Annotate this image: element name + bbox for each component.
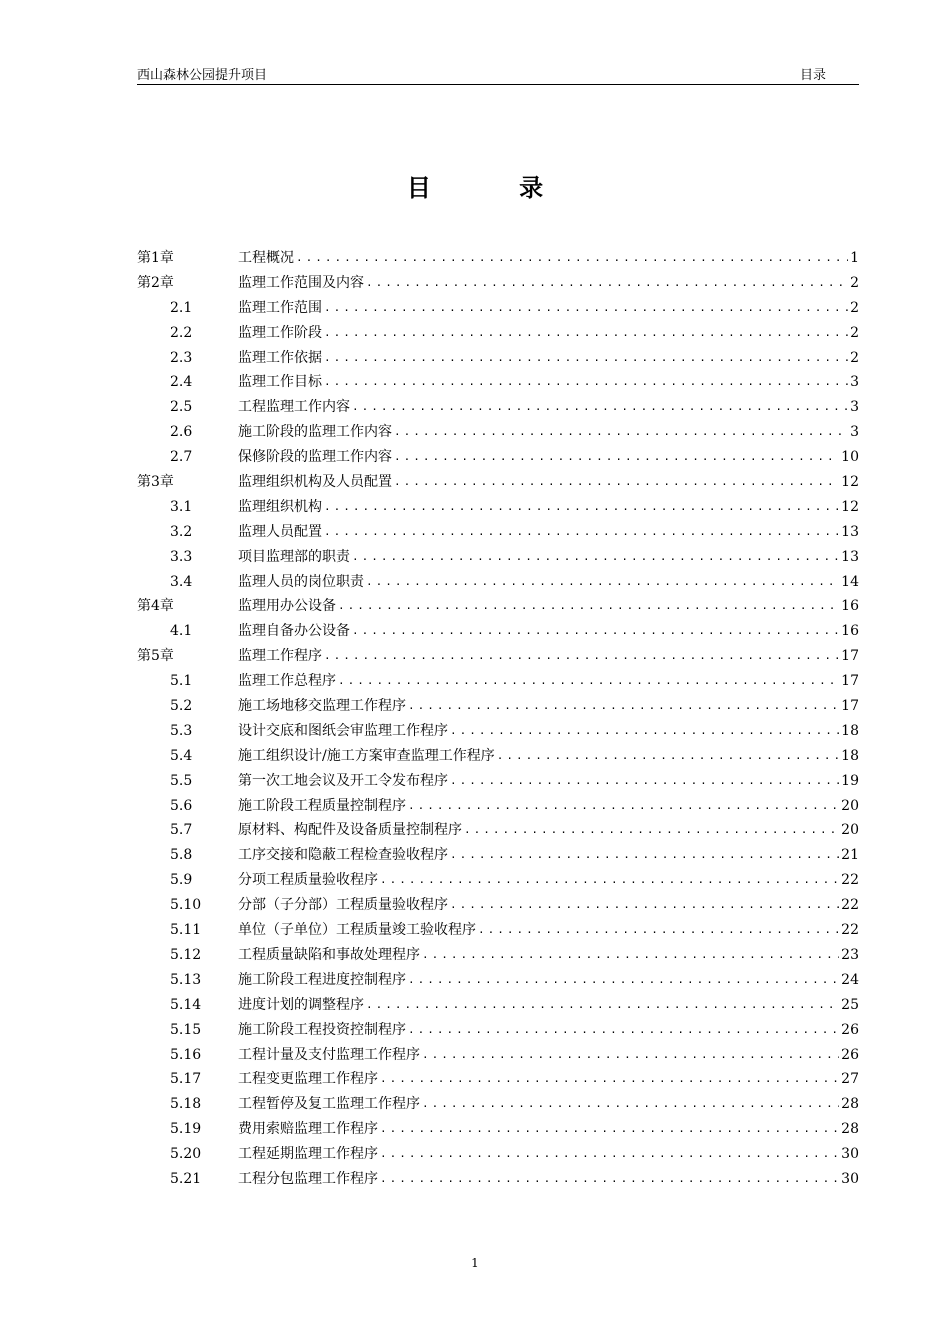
toc-chapter-entry[interactable] <box>137 271 859 296</box>
toc-section-entry[interactable] <box>137 794 859 819</box>
toc-section-entry[interactable] <box>137 744 859 769</box>
toc-leader-dots <box>378 1117 839 1142</box>
toc-entry-page: 13 <box>841 523 859 540</box>
toc-entry-title: 工程延期监理工作程序 <box>238 1146 378 1163</box>
toc-entry-page: 3 <box>850 399 859 416</box>
toc-entry-page: 22 <box>841 897 859 914</box>
toc-leader-dots <box>392 420 848 445</box>
toc-entry-number: 5.13 <box>170 971 202 988</box>
toc-entry-number: 2.5 <box>170 399 193 416</box>
toc-leader-dots <box>420 943 839 968</box>
toc-entry-page: 30 <box>841 1170 859 1187</box>
toc-entry-title: 施工阶段工程投资控制程序 <box>238 1021 406 1038</box>
toc-leader-dots <box>420 1043 839 1068</box>
toc-leader-dots <box>294 246 848 271</box>
toc-entry-title: 工程监理工作内容 <box>238 399 350 416</box>
toc-section-entry[interactable] <box>137 321 859 346</box>
toc-entry-number: 5.14 <box>170 996 202 1013</box>
toc-leader-dots <box>378 1167 839 1192</box>
page-header <box>137 62 859 85</box>
toc-entry-number: 4.1 <box>170 623 193 640</box>
toc-section-entry[interactable] <box>137 420 859 445</box>
toc-leader-dots <box>350 619 839 644</box>
toc-entry-page: 3 <box>850 374 859 391</box>
toc-entry-number: 5.8 <box>170 847 193 864</box>
toc-leader-dots <box>322 644 839 669</box>
toc-entry-number: 第1章 <box>137 250 174 266</box>
toc-section-entry[interactable] <box>137 769 859 794</box>
toc-entry-number: 5.1 <box>170 673 193 690</box>
toc-section-entry[interactable] <box>137 520 859 545</box>
toc-entry-page: 17 <box>841 673 859 690</box>
toc-section-entry[interactable] <box>137 843 859 868</box>
toc-entry-title: 第一次工地会议及开工令发布程序 <box>238 772 448 789</box>
toc-section-entry[interactable] <box>137 893 859 918</box>
toc-section-entry[interactable] <box>137 968 859 993</box>
toc-entry-title: 监理工作阶段 <box>238 324 322 341</box>
toc-entry-title: 工程计量及支付监理工作程序 <box>238 1046 420 1063</box>
toc-section-entry[interactable] <box>137 1067 859 1092</box>
toc-entry-number: 2.1 <box>170 299 193 316</box>
toc-entry-page: 22 <box>841 872 859 889</box>
toc-entry-page: 20 <box>841 797 859 814</box>
toc-entry-number: 2.4 <box>170 374 193 391</box>
toc-section-entry[interactable] <box>137 719 859 744</box>
toc-section-entry[interactable] <box>137 495 859 520</box>
toc-entry-title: 监理用办公设备 <box>238 598 336 615</box>
table-of-contents <box>137 246 859 1192</box>
toc-section-entry[interactable] <box>137 868 859 893</box>
toc-entry-number: 第4章 <box>137 598 174 615</box>
toc-entry-page: 18 <box>841 722 859 739</box>
toc-section-entry[interactable] <box>137 370 859 395</box>
toc-leader-dots <box>322 370 848 395</box>
toc-entry-page: 2 <box>850 324 859 341</box>
toc-entry-title: 费用索赔监理工作程序 <box>238 1121 378 1138</box>
toc-leader-dots <box>364 570 839 595</box>
toc-leader-dots <box>448 893 839 918</box>
toc-leader-dots <box>420 1092 839 1117</box>
toc-entry-page: 17 <box>841 648 859 665</box>
toc-entry-title: 监理工作总程序 <box>238 673 336 690</box>
toc-entry-number: 3.2 <box>170 523 193 540</box>
toc-section-entry[interactable] <box>137 1142 859 1167</box>
toc-section-entry[interactable] <box>137 395 859 420</box>
toc-leader-dots <box>406 968 839 993</box>
toc-entry-page: 26 <box>841 1021 859 1038</box>
toc-entry-title: 工程暂停及复工监理工作程序 <box>238 1096 420 1113</box>
toc-entry-number: 3.3 <box>170 548 193 565</box>
toc-entry-number: 5.6 <box>170 797 193 814</box>
toc-leader-dots <box>322 495 839 520</box>
toc-entry-page: 16 <box>841 598 859 615</box>
toc-entry-page: 10 <box>841 449 859 466</box>
toc-entry-number: 2.7 <box>170 449 193 466</box>
toc-section-entry[interactable] <box>137 669 859 694</box>
toc-entry-page: 28 <box>841 1121 859 1138</box>
toc-leader-dots <box>448 719 839 744</box>
toc-section-entry[interactable] <box>137 445 859 470</box>
toc-entry-number: 5.15 <box>170 1021 202 1038</box>
toc-entry-number: 2.3 <box>170 349 193 366</box>
toc-entry-page: 14 <box>841 573 859 590</box>
toc-leader-dots <box>392 445 839 470</box>
toc-leader-dots <box>322 520 839 545</box>
toc-entry-page: 1 <box>850 250 859 266</box>
toc-entry-title: 工序交接和隐蔽工程检查验收程序 <box>238 847 448 864</box>
toc-entry-page: 3 <box>850 424 859 441</box>
toc-entry-title: 工程变更监理工作程序 <box>238 1071 378 1088</box>
toc-entry-title: 原材料、构配件及设备质量控制程序 <box>238 822 462 839</box>
toc-leader-dots <box>462 818 839 843</box>
toc-entry-title: 监理人员的岗位职责 <box>238 573 364 590</box>
toc-leader-dots <box>406 1018 839 1043</box>
toc-entry-page: 22 <box>841 922 859 939</box>
toc-entry-number: 5.17 <box>170 1071 202 1088</box>
toc-leader-dots <box>350 545 839 570</box>
toc-entry-title: 监理人员配置 <box>238 523 322 540</box>
toc-entry-page: 2 <box>850 299 859 316</box>
toc-chapter-entry[interactable] <box>137 644 859 669</box>
toc-leader-dots <box>322 346 848 371</box>
toc-entry-page: 2 <box>850 274 859 291</box>
toc-entry-title: 监理工作目标 <box>238 374 322 391</box>
toc-section-entry[interactable] <box>137 545 859 570</box>
toc-leader-dots <box>364 993 839 1018</box>
toc-chapter-entry[interactable] <box>137 246 859 271</box>
toc-entry-number: 5.11 <box>170 922 202 939</box>
toc-entry-number: 5.2 <box>170 698 193 715</box>
toc-leader-dots <box>495 744 839 769</box>
toc-entry-page: 20 <box>841 822 859 839</box>
toc-entry-page: 16 <box>841 623 859 640</box>
toc-entry-page: 2 <box>850 349 859 366</box>
toc-entry-title: 施工阶段工程质量控制程序 <box>238 797 406 814</box>
toc-section-entry[interactable] <box>137 1117 859 1142</box>
toc-entry-page: 18 <box>841 747 859 764</box>
toc-entry-title: 施工阶段的监理工作内容 <box>238 424 392 441</box>
page-number: 1 <box>471 1256 479 1270</box>
toc-entry-number: 第3章 <box>137 474 174 491</box>
toc-section-entry[interactable] <box>137 993 859 1018</box>
toc-section-entry[interactable] <box>137 1167 859 1192</box>
toc-leader-dots <box>336 594 839 619</box>
toc-entry-number: 5.20 <box>170 1146 202 1163</box>
toc-leader-dots <box>378 1067 839 1092</box>
toc-leader-dots <box>448 769 839 794</box>
toc-entry-title: 监理自备办公设备 <box>238 623 350 640</box>
toc-entry-page: 13 <box>841 548 859 565</box>
toc-entry-title: 设计交底和图纸会审监理工作程序 <box>238 722 448 739</box>
toc-section-entry[interactable] <box>137 943 859 968</box>
toc-entry-page: 28 <box>841 1096 859 1113</box>
toc-entry-title: 工程质量缺陷和事故处理程序 <box>238 946 420 963</box>
toc-chapter-entry[interactable] <box>137 470 859 495</box>
toc-entry-title: 施工组织设计/施工方案审查监理工作程序 <box>238 747 495 764</box>
toc-entry-page: 27 <box>841 1071 859 1088</box>
toc-section-entry[interactable] <box>137 570 859 595</box>
toc-entry-title: 工程概况 <box>238 250 294 266</box>
toc-leader-dots <box>322 321 848 346</box>
toc-entry-page: 23 <box>841 946 859 963</box>
toc-entry-title: 进度计划的调整程序 <box>238 996 364 1013</box>
toc-entry-number: 3.1 <box>170 498 193 515</box>
toc-entry-number: 第2章 <box>137 274 174 291</box>
toc-entry-number: 第5章 <box>137 648 174 665</box>
toc-entry-title: 监理工作程序 <box>238 648 322 665</box>
toc-entry-number: 5.21 <box>170 1170 202 1187</box>
toc-entry-page: 12 <box>841 498 859 515</box>
toc-section-entry[interactable] <box>137 346 859 371</box>
toc-entry-title: 保修阶段的监理工作内容 <box>238 449 392 466</box>
header-project-name: 西山森林公园提升项目 <box>137 68 268 83</box>
toc-leader-dots <box>476 918 839 943</box>
toc-section-entry[interactable] <box>137 1043 859 1068</box>
toc-entry-page: 21 <box>841 847 859 864</box>
toc-leader-dots <box>392 470 839 495</box>
toc-entry-page: 17 <box>841 698 859 715</box>
page-title: 目 录 <box>406 173 584 202</box>
toc-entry-title: 分项工程质量验收程序 <box>238 872 378 889</box>
toc-entry-number: 5.3 <box>170 722 193 739</box>
toc-section-entry[interactable] <box>137 918 859 943</box>
toc-section-entry[interactable] <box>137 296 859 321</box>
toc-leader-dots <box>406 694 839 719</box>
toc-entry-title: 施工场地移交监理工作程序 <box>238 698 406 715</box>
toc-leader-dots <box>448 843 839 868</box>
toc-entry-title: 工程分包监理工作程序 <box>238 1170 378 1187</box>
toc-entry-page: 30 <box>841 1146 859 1163</box>
toc-entry-number: 3.4 <box>170 573 193 590</box>
header-section-name: 目录 <box>799 68 826 83</box>
toc-entry-page: 25 <box>841 996 859 1013</box>
toc-entry-title: 监理组织机构 <box>238 498 322 515</box>
toc-entry-page: 26 <box>841 1046 859 1063</box>
toc-entry-number: 2.6 <box>170 424 193 441</box>
toc-chapter-entry[interactable] <box>137 594 859 619</box>
toc-entry-title: 项目监理部的职责 <box>238 548 350 565</box>
toc-entry-number: 5.7 <box>170 822 193 839</box>
toc-entry-number: 5.9 <box>170 872 193 889</box>
toc-entry-page: 19 <box>841 772 859 789</box>
toc-entry-page: 24 <box>841 971 859 988</box>
toc-section-entry[interactable] <box>137 818 859 843</box>
toc-entry-number: 5.12 <box>170 946 202 963</box>
toc-entry-number: 5.16 <box>170 1046 202 1063</box>
toc-entry-title: 监理工作范围及内容 <box>238 274 364 291</box>
toc-entry-number: 5.5 <box>170 772 193 789</box>
toc-entry-number: 5.10 <box>170 897 202 914</box>
toc-entry-page: 12 <box>841 474 859 491</box>
toc-entry-title: 监理工作依据 <box>238 349 322 366</box>
toc-leader-dots <box>350 395 848 420</box>
toc-entry-title: 分部（子分部）工程质量验收程序 <box>238 897 448 914</box>
toc-leader-dots <box>364 271 848 296</box>
toc-section-entry[interactable] <box>137 619 859 644</box>
toc-entry-number: 5.18 <box>170 1096 202 1113</box>
toc-section-entry[interactable] <box>137 1018 859 1043</box>
toc-entry-title: 监理组织机构及人员配置 <box>238 474 392 491</box>
toc-entry-title: 施工阶段工程进度控制程序 <box>238 971 406 988</box>
toc-entry-number: 5.4 <box>170 747 193 764</box>
toc-section-entry[interactable] <box>137 694 859 719</box>
toc-leader-dots <box>378 868 839 893</box>
toc-section-entry[interactable] <box>137 1092 859 1117</box>
toc-entry-title: 监理工作范围 <box>238 299 322 316</box>
toc-leader-dots <box>336 669 839 694</box>
toc-entry-title: 单位（子单位）工程质量竣工验收程序 <box>238 922 476 939</box>
toc-leader-dots <box>406 794 839 819</box>
toc-entry-number: 2.2 <box>170 324 193 341</box>
toc-entry-number: 5.19 <box>170 1121 202 1138</box>
toc-leader-dots <box>322 296 848 321</box>
toc-leader-dots <box>378 1142 839 1167</box>
